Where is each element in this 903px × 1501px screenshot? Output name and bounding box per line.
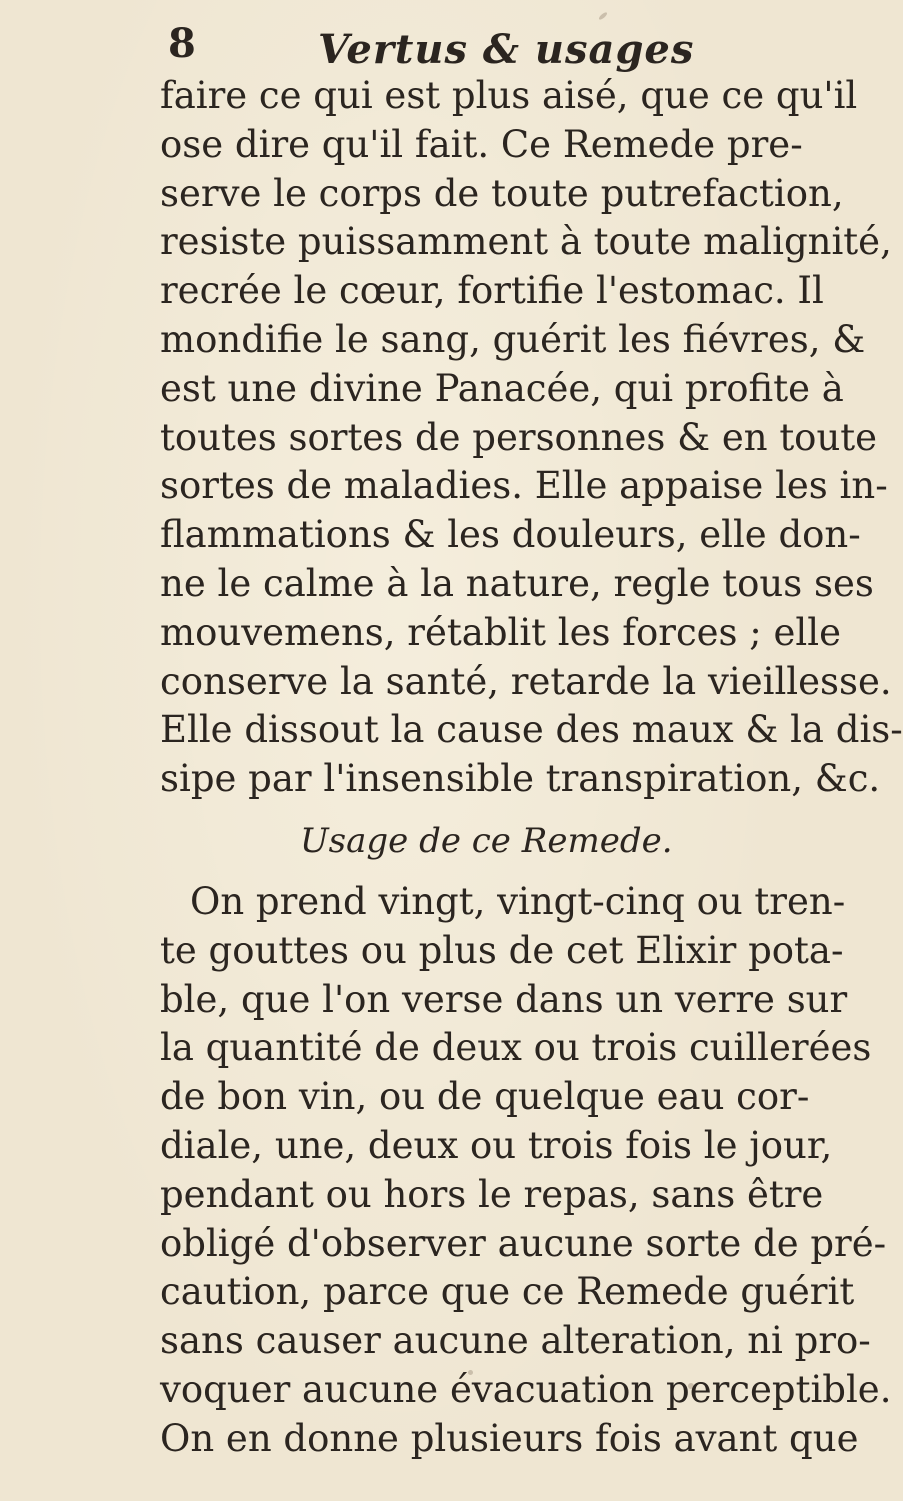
paper-speck: [688, 1383, 694, 1389]
text-line: resiste puissamment à toute malignité,: [160, 220, 892, 264]
text-line: faire ce qui est plus aisé, que ce qu'il: [160, 74, 858, 117]
text-line: flammations & les douleurs, elle don-: [160, 513, 861, 557]
paper-speck: [598, 11, 608, 20]
text-line: voquer aucune évacuation perceptible.: [160, 1367, 892, 1411]
text-line: obligé d'observer aucune sorte de pré-: [160, 1221, 887, 1265]
running-head: Vertus & usages: [318, 26, 695, 73]
text-line: sipe par l'insensible transpiration, &c.: [160, 757, 881, 801]
paper-speck: [468, 1370, 473, 1375]
text-line: pendant ou hors le repas, sans être: [160, 1172, 824, 1216]
text-line: sortes de maladies. Elle appaise les in-: [160, 464, 888, 508]
text-line: On prend vingt, vingt-cinq ou tren-: [190, 879, 846, 923]
text-line: la quantité de deux ou trois cuillerées: [160, 1026, 872, 1070]
text-line: toutes sortes de personnes & en toute: [160, 415, 878, 459]
text-line: ble, que l'on verse dans un verre sur: [160, 977, 848, 1021]
text-line: diale, une, deux ou trois fois le jour,: [160, 1123, 833, 1167]
text-line: conserve la santé, retarde la vieillesse.: [160, 659, 892, 703]
text-line: ose dire qu'il fait. Ce Remede pre-: [160, 122, 803, 166]
page-number: 8: [168, 20, 196, 67]
text-line: On en donne plusieurs fois avant que: [160, 1416, 859, 1460]
text-line: de bon vin, ou de quelque eau cor-: [160, 1075, 810, 1119]
section-title: Usage de ce Remede.: [300, 820, 673, 861]
text-line: caution, parce que ce Remede guérit: [160, 1270, 855, 1314]
text-line: ne le calme à la nature, regle tous ses: [160, 561, 874, 605]
text-line: sans causer aucune alteration, ni pro-: [160, 1319, 871, 1363]
text-line: Elle dissout la cause des maux & la dis-: [160, 708, 903, 752]
text-line: mouvemens, rétablit les forces ; elle: [160, 610, 841, 654]
body-text: [160, 72, 903, 1464]
text-line: serve le corps de toute putrefaction,: [160, 171, 844, 215]
text-line: mondifie le sang, guérit les fiévres, &: [160, 317, 866, 361]
text-line: est une divine Panacée, qui profite à: [160, 366, 844, 410]
text-line: te gouttes ou plus de cet Elixir pota-: [160, 928, 844, 972]
text-line: recrée le cœur, fortifie l'estomac. Il: [160, 269, 824, 313]
